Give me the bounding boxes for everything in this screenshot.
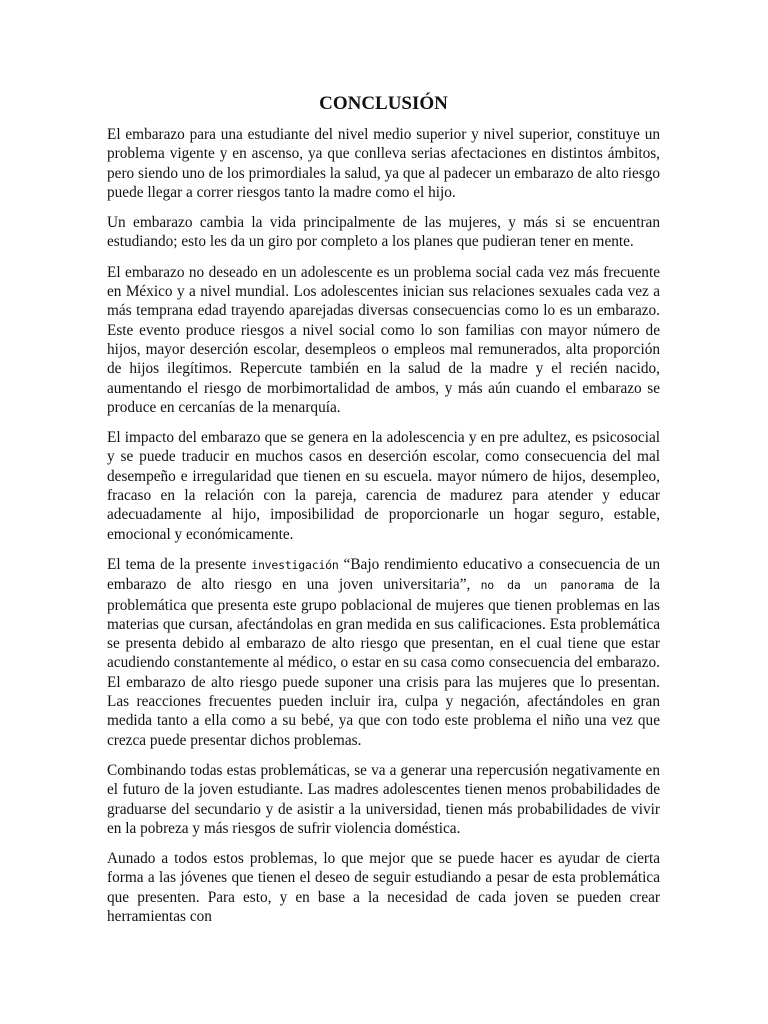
paragraph-2: Un embarazo cambia la vida principalmente de las mujeres, y más si se encuentran estudiando; esto les da un giro por completo a los planes que pudieran tener en mente. [107, 214, 660, 251]
paragraph-5-text-a: El tema de la presente [107, 555, 252, 573]
document-title: CONCLUSIÓN [319, 93, 448, 114]
paragraph-3: El embarazo no deseado en un adolescente es un problema social cada vez más frecuente en México y a nivel mundial. Los adolescentes inician sus relaciones sexuales cada vez a más temprana edad trayendo aparejadas diversas consecuencias como lo es un embarazo. Este evento produce riesgos a nivel social como lo son familias con mayor número de hijos, mayor deserción escolar, desempleos o empleos mal remunerados, alta proporción de hijos ilegítimos. Repercute también en la salud de la madre y el recién nacido, aumentando el riesgo de morbimortalidad de ambos, y más aún cuando el embarazo se produce en cercanías de la menarquía. [107, 263, 660, 416]
paragraph-7: Aunado a todos estos problemas, lo que mejor que se puede hacer es ayudar de cierta forma a las jóvenes que tienen el deseo de seguir estudiando a pesar de esta problemática que presenten. Para esto, y en base a la necesidad de cada joven se pueden crear herramientas con [107, 850, 660, 925]
paragraph-5 [107, 555, 660, 750]
paragraph-1: El embarazo para una estudiante del nivel medio superior y nivel superior, constituye un problema vigente y en ascenso, ya que conlleva serias afectaciones en distintos ámbitos, pero siendo uno de los primordiales la salud, ya que al padecer un embarazo de alto riesgo puede llegar a correr riesgos tanto la madre como el hijo. [107, 126, 660, 201]
paragraph-5-text-c: “Bajo rendimiento educativo a consecuencia de un embarazo de alto riesgo en una joven universitaria”, [107, 555, 660, 594]
paragraph-6: Combinando todas estas problemáticas, se va a generar una repercusión negativamente en el futuro de la joven estudiante. Las madres adolescentes tienen menos probabilidades de graduarse del secundario y de asistir a la universidad, tienen más probabilidades de vivir en la pobreza y más riesgos de sufrir violencia doméstica. [107, 761, 660, 837]
paragraph-5-mono-investigacion: investigación [251, 557, 339, 572]
document-page [107, 90, 660, 937]
paragraph-5-text-e: de la problemática que presenta este grupo poblacional de mujeres que tienen problemas en las materias que cursan, afectándolas en gran medida en sus calificaciones. Esta problemática se presenta debido al embarazo de alto riesgo que presentan, en el cual tiene que estar acudiendo constantemente al médico, o estar en su casa como consecuencia del embarazo. El embarazo de alto riesgo puede suponer una crisis para las mujeres que lo presentan. Las reacciones frecuentes pueden incluir ira, culpa y negación, afectándoles en gran medida tanto a ella como a su bebé, ya que con todo este problema el niño una vez que crezca puede presentar dichos problemas. [107, 576, 660, 749]
paragraph-4: El impacto del embarazo que se genera en la adolescencia y en pre adultez, es psicosocial y se puede traducir en muchos casos en deserción escolar, como consecuencia del mal desempeño e irregularidad que tienen en su escuela. mayor número de hijos, desempleo, fracaso en la relación con la pareja, carencia de madurez para atender y educar adecuadamente al hijo, imposibilidad de proporcionarle un hogar seguro, estable, emocional y económicamente. [107, 429, 660, 543]
paragraph-5-mono-panorama: no da un panorama [480, 578, 615, 593]
